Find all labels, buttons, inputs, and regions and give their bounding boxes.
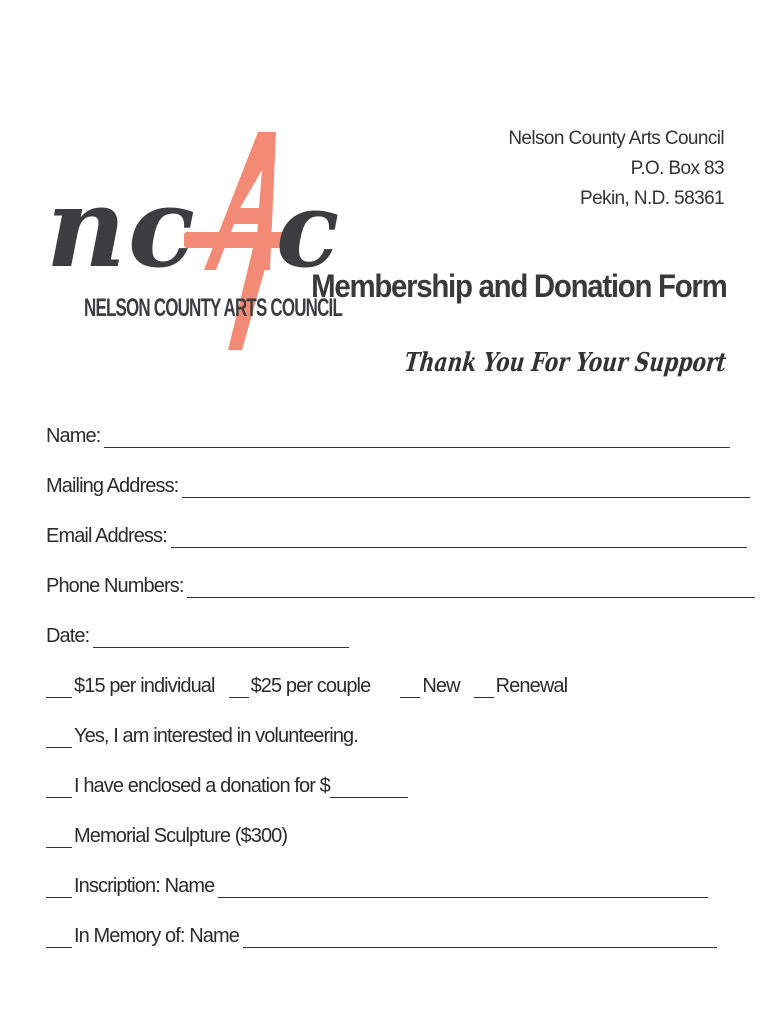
renewal-label: Renewal: [495, 675, 568, 697]
name-row: [46, 418, 730, 448]
logo-org-name: NELSON COUNTY ARTS COUNCIL: [84, 294, 343, 322]
renewal-checkbox-blank[interactable]: [474, 675, 494, 698]
inscription-label: Inscription: Name: [74, 875, 215, 897]
inscription-checkbox-blank[interactable]: [46, 875, 72, 898]
name-field[interactable]: [104, 425, 730, 448]
address-line-1: Nelson County Arts Council: [508, 128, 724, 149]
ncac-logo: [44, 124, 354, 356]
individual-option: [46, 675, 215, 698]
volunteer-label: Yes, I am interested in volunteering.: [74, 725, 358, 747]
inscription-name-field[interactable]: [218, 875, 708, 898]
donation-label: I have enclosed a donation for $: [74, 775, 330, 797]
individual-label: $15 per individual: [74, 675, 215, 697]
tagline: Thank You For Your Support: [402, 348, 728, 378]
mailing-address-label: Mailing Address:: [46, 475, 179, 497]
phone-numbers-field[interactable]: [187, 575, 755, 598]
inscription-row: [46, 868, 708, 898]
volunteer-checkbox-blank[interactable]: [46, 725, 72, 748]
mailing-address-block: [508, 124, 724, 214]
in-memory-checkbox-blank[interactable]: [46, 925, 72, 948]
form-title: Membership and Donation Form: [310, 268, 726, 304]
donation-row: [46, 768, 408, 798]
memorial-checkbox-blank[interactable]: [46, 825, 72, 848]
address-line-3: Pekin, N.D. 58361: [580, 188, 724, 209]
new-checkbox-blank[interactable]: [400, 675, 420, 698]
individual-checkbox-blank[interactable]: [46, 675, 72, 698]
couple-option: [229, 675, 371, 698]
logo-letter-c1: c: [128, 163, 195, 292]
volunteer-row: [46, 718, 358, 748]
membership-options-row: [46, 668, 567, 698]
in-memory-label: In Memory of: Name: [74, 925, 239, 947]
new-option: [400, 675, 459, 698]
ncac-logo-graphic: [44, 124, 354, 356]
couple-label: $25 per couple: [250, 675, 371, 697]
in-memory-name-field[interactable]: [243, 925, 717, 948]
memorial-label: Memorial Sculpture ($300): [74, 825, 288, 847]
date-row: [46, 618, 349, 648]
logo-letter-c2: c: [276, 168, 340, 291]
date-field[interactable]: [93, 625, 349, 648]
logo-letter-n: n: [46, 163, 126, 292]
in-memory-row: [46, 918, 717, 948]
name-label: Name:: [46, 425, 101, 447]
memorial-row: [46, 818, 287, 848]
renewal-option: [474, 675, 568, 698]
email-address-label: Email Address:: [46, 525, 167, 547]
email-address-row: [46, 518, 747, 548]
mailing-address-row: [46, 468, 750, 498]
new-label: New: [422, 675, 460, 697]
email-address-field[interactable]: [171, 525, 747, 548]
donation-amount-field[interactable]: [330, 775, 408, 798]
mailing-address-field[interactable]: [182, 475, 750, 498]
address-line-2: P.O. Box 83: [630, 158, 724, 179]
phone-numbers-label: Phone Numbers:: [46, 575, 184, 597]
couple-checkbox-blank[interactable]: [229, 675, 249, 698]
donation-checkbox-blank[interactable]: [46, 775, 72, 798]
date-label: Date:: [46, 625, 90, 647]
phone-numbers-row: [46, 568, 755, 598]
